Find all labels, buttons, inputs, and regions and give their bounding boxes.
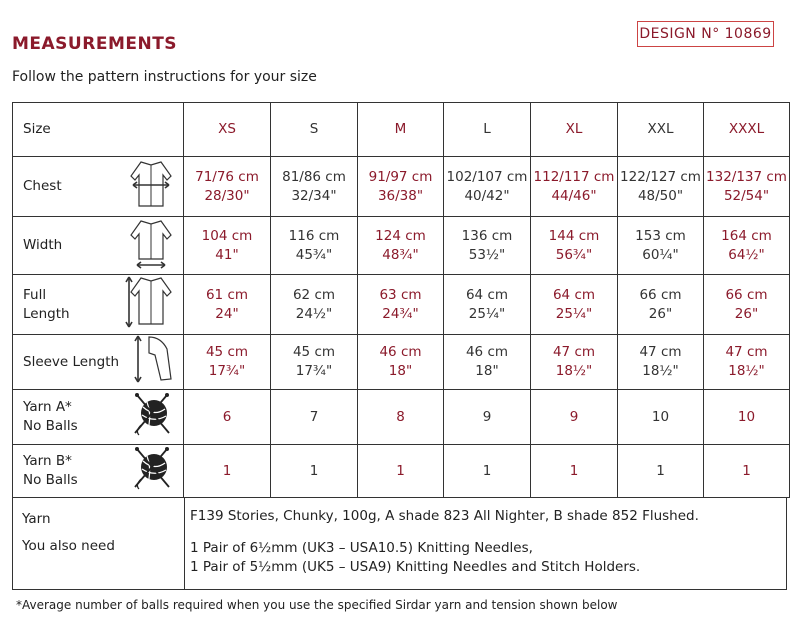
chest-xs-cm: 71/76 cm: [195, 168, 259, 185]
yarn-a-xl: 9: [531, 390, 618, 445]
length-xs-cm: 61 cm: [205, 286, 249, 303]
length-s-in: 24½": [295, 305, 333, 322]
width-xxxl-cm: 164 cm: [721, 227, 772, 244]
chest-l-in: 40/42": [464, 187, 510, 204]
width-xs-in: 41": [215, 246, 239, 263]
yarn-b-l: 1: [444, 445, 531, 498]
length-xl-cm: 64 cm: [552, 286, 596, 303]
width-xs-cm: 104 cm: [201, 227, 253, 244]
sweater-width-icon: [127, 217, 175, 275]
size-s: S: [271, 103, 358, 157]
sleeve-s-in: 17¾": [295, 363, 333, 379]
sleeve-l-cm: 46 cm: [465, 344, 509, 360]
chest-xxl-cm: 122/127 cm: [620, 168, 701, 185]
length-s-cm: 62 cm: [292, 286, 336, 303]
needles-line-2: 1 Pair of 5½mm (UK5 – USA9) Knitting Needles and Stitch Holders.: [190, 559, 641, 575]
width-xxxl-in: 64½": [728, 246, 765, 263]
length-xxxl-cm: 66 cm: [725, 286, 768, 303]
row-label-yarn-b: Yarn B* No Balls: [23, 453, 78, 488]
yarn-a-l: 9: [444, 390, 531, 445]
width-m-in: 48¾": [382, 246, 419, 263]
chest-xxl-in: 48/50": [637, 187, 684, 204]
sleeve-length-icon: [133, 333, 175, 391]
needles-line-1: 1 Pair of 6½mm (UK3 – USA10.5) Knitting Needles,: [190, 540, 533, 556]
also-need-label: You also need: [22, 538, 115, 554]
length-l-in: 25¼": [468, 305, 506, 322]
chest-m-cm: 91/97 cm: [368, 168, 433, 185]
sleeve-xxxl-cm: 47 cm: [725, 344, 768, 360]
yarn-b-xxxl: 1: [704, 445, 790, 498]
page-title: MEASUREMENTS: [12, 34, 178, 54]
sweater-length-icon: [123, 274, 175, 336]
width-l-cm: 136 cm: [461, 227, 513, 244]
design-number-box: DESIGN N° 10869: [637, 21, 774, 47]
row-label-sleeve-length: Sleeve Length: [23, 353, 120, 370]
sweater-chest-icon: [127, 158, 175, 216]
yarn-description: F139 Stories, Chunky, 100g, A shade 823 All Nighter, B shade 852 Flushed.: [190, 508, 699, 524]
sleeve-xl-in: 18½": [555, 363, 593, 379]
length-xxl-in: 26": [648, 305, 673, 322]
yarn-ball-icon: [129, 445, 175, 497]
sleeve-xs-in: 17¾": [208, 363, 246, 379]
length-xxxl-in: 26": [734, 305, 759, 322]
row-label-chest: Chest: [23, 178, 62, 194]
table-row-yarn-b: [13, 445, 790, 498]
yarn-a-xs: 6: [184, 390, 271, 445]
size-l: L: [444, 103, 531, 157]
sleeve-xl-cm: 47 cm: [552, 344, 596, 360]
yarn-ball-icon: [129, 391, 175, 443]
sleeve-m-cm: 46 cm: [379, 344, 422, 360]
length-m-in: 24¾": [382, 305, 419, 322]
table-row-width: [13, 217, 790, 275]
width-s-cm: 116 cm: [288, 227, 340, 244]
yarn-a-s: 7: [271, 390, 358, 445]
size-xl: XL: [531, 103, 618, 157]
yarn-label: Yarn: [22, 511, 51, 527]
length-l-cm: 64 cm: [465, 286, 509, 303]
yarn-a-xxl: 10: [618, 390, 704, 445]
row-label-width: Width: [23, 237, 63, 253]
yarn-a-m: 8: [358, 390, 444, 445]
materials-box: [12, 497, 787, 590]
size-xxl: XXL: [618, 103, 704, 157]
chest-xxxl-cm: 132/137 cm: [706, 168, 787, 185]
length-xl-in: 25¼": [555, 305, 593, 322]
measurements-table: [12, 102, 790, 498]
width-s-in: 45¾": [295, 246, 333, 263]
size-label: Size: [13, 103, 184, 157]
sleeve-xxl-in: 18½": [642, 363, 679, 379]
sleeve-xxxl-in: 18½": [728, 363, 765, 379]
width-xl-cm: 144 cm: [548, 227, 600, 244]
length-xs-in: 24": [215, 305, 239, 322]
yarn-b-xxl: 1: [618, 445, 704, 498]
yarn-b-xl: 1: [531, 445, 618, 498]
sleeve-xxl-cm: 47 cm: [639, 344, 682, 360]
width-l-in: 53½": [468, 246, 506, 263]
sleeve-l-in: 18": [475, 363, 499, 379]
row-label-full-length: Full Length: [23, 286, 70, 322]
length-xxl-cm: 66 cm: [639, 286, 682, 303]
yarn-b-s: 1: [271, 445, 358, 498]
subtitle: Follow the pattern instructions for your size: [12, 69, 317, 85]
chest-s-in: 32/34": [291, 187, 337, 204]
length-m-cm: 63 cm: [379, 286, 422, 303]
yarn-b-m: 1: [358, 445, 444, 498]
table-row-full-length: [13, 275, 790, 335]
width-m-cm: 124 cm: [375, 227, 426, 244]
yarn-a-xxxl: 10: [704, 390, 790, 445]
chest-m-in: 36/38": [377, 187, 424, 204]
table-row-yarn-a: [13, 390, 790, 445]
chest-xl-cm: 112/117 cm: [533, 168, 615, 185]
chest-l-cm: 102/107 cm: [446, 168, 528, 185]
yarn-b-xs: 1: [184, 445, 271, 498]
footnote: *Average number of balls required when you use the specified Sirdar yarn and tension shown below: [16, 598, 618, 612]
chest-xs-in: 28/30": [204, 187, 250, 204]
row-label-yarn-a: Yarn A* No Balls: [23, 399, 78, 434]
sleeve-s-cm: 45 cm: [292, 344, 336, 360]
size-m: M: [358, 103, 444, 157]
chest-xl-in: 44/46": [551, 187, 597, 204]
size-xs: XS: [184, 103, 271, 157]
chest-xxxl-in: 52/54": [723, 187, 770, 204]
width-xxl-cm: 153 cm: [635, 227, 686, 244]
size-header-row: [13, 103, 790, 157]
size-xxxl: XXXL: [704, 103, 790, 157]
chest-s-cm: 81/86 cm: [282, 168, 346, 185]
width-xxl-in: 60¼": [642, 246, 679, 263]
sleeve-xs-cm: 45 cm: [205, 344, 249, 360]
table-row-chest: [13, 157, 790, 217]
table-row-sleeve-length: [13, 335, 790, 390]
width-xl-in: 56¾": [555, 246, 593, 263]
sleeve-m-in: 18": [388, 363, 413, 379]
